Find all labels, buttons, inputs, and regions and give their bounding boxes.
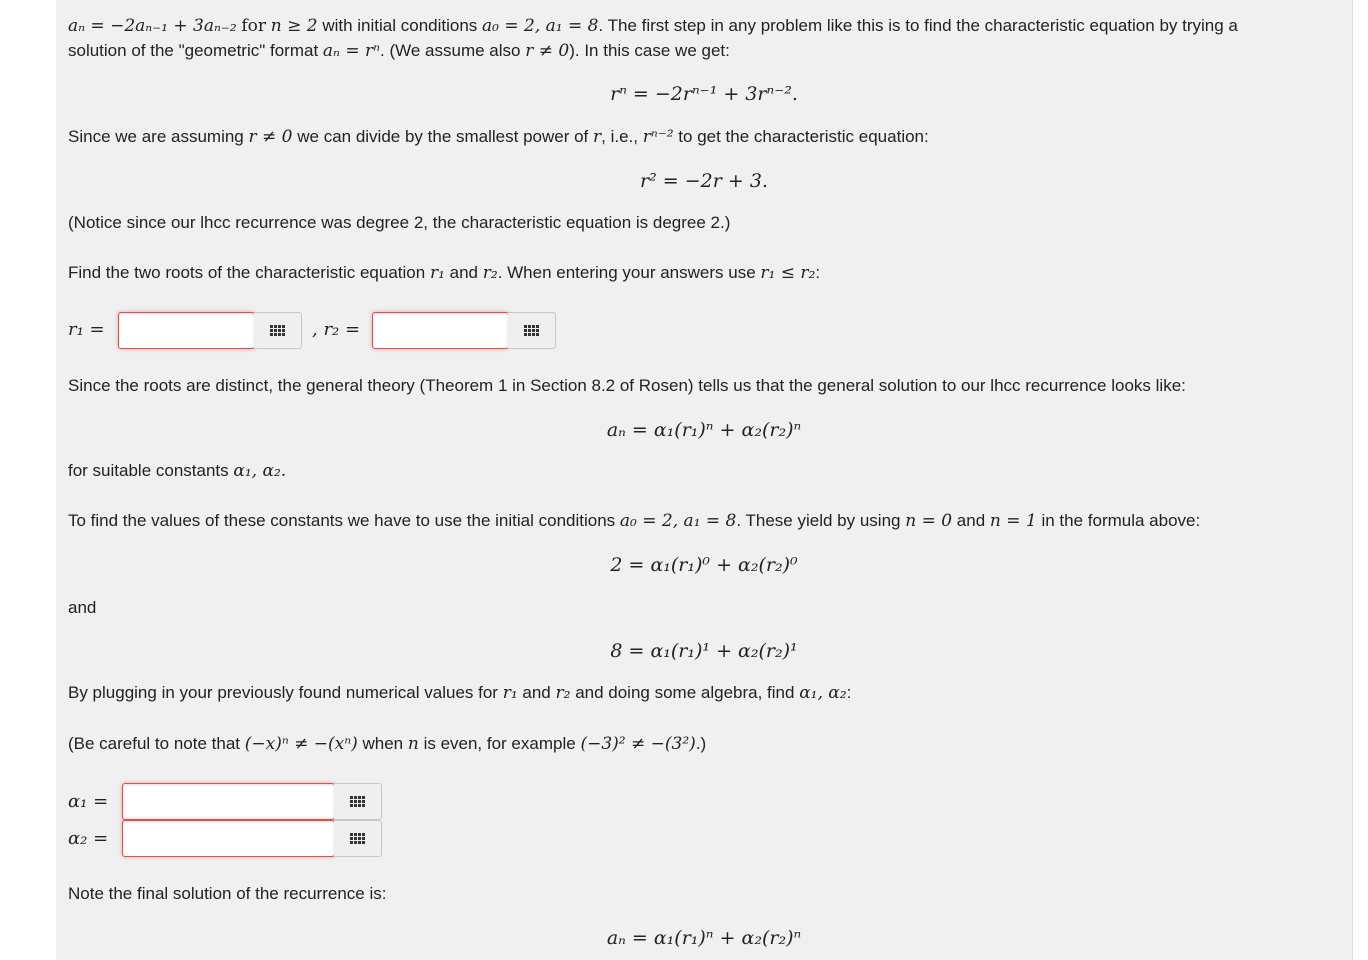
plugging-r1: r₁ xyxy=(502,683,518,703)
intro-line-1 xyxy=(68,15,1238,37)
alpha2-input[interactable] xyxy=(122,820,335,857)
n-condition: n ≥ 2 xyxy=(270,16,318,36)
constants-alphas: α₁, α₂. xyxy=(233,461,287,481)
divide-text-d: to get the characteristic equation: xyxy=(678,127,929,146)
intro-text-a: with initial conditions xyxy=(322,16,478,35)
plugging-alphas: α₁, α₂ xyxy=(799,683,847,703)
constants-text: for suitable constants xyxy=(68,461,229,480)
careful-text-b: when xyxy=(362,734,404,753)
find-roots-line xyxy=(68,262,820,284)
geometric-form: aₙ = rⁿ xyxy=(322,41,381,61)
divide-text-a: Since we are assuming xyxy=(68,127,244,146)
equation-palette-icon xyxy=(350,796,366,808)
n-one: n = 1 xyxy=(989,511,1037,531)
divide-text-b: we can divide by the smallest power of xyxy=(297,127,589,146)
r2-symbol: r₂ xyxy=(482,263,498,283)
plugging-text-b: and xyxy=(522,683,551,702)
find-constants-text-c: and xyxy=(956,511,986,530)
find-constants-text-b: . These yield by using xyxy=(736,511,901,530)
plugging-r2: r₂ xyxy=(555,683,571,703)
equation-n1-text: 8 = α₁(r₁)¹ + α₂(r₂)¹ xyxy=(610,640,798,662)
final-solution-text: aₙ = α₁(r₁)ⁿ + α₂(r₂)ⁿ xyxy=(606,927,802,949)
equation-substituted-text: rⁿ = −2rⁿ⁻¹ + 3rⁿ⁻². xyxy=(610,83,798,105)
equation-n0 xyxy=(56,553,1352,577)
careful-text-d: .) xyxy=(695,734,707,753)
divide-assume: r ≠ 0 xyxy=(248,127,293,147)
equation-n1 xyxy=(56,639,1352,663)
alpha1-input[interactable] xyxy=(122,783,335,820)
careful-expr1: (−x)ⁿ ≠ −(xⁿ) xyxy=(244,734,358,754)
notice-line: (Notice since our lhcc recurrence was degree 2, the characteristic equation is degree 2.) xyxy=(68,213,731,232)
find-roots-text-a: Find the two roots of the characteristic equation xyxy=(68,263,426,282)
divide-var: r xyxy=(593,127,602,147)
r2-label: , r₂ = xyxy=(312,319,361,340)
find-roots-text-b: and xyxy=(449,263,478,282)
plugging-text-c: and doing some algebra, find xyxy=(575,683,795,702)
find-constants-text-d: in the formula above: xyxy=(1041,511,1201,530)
initial-conditions: a₀ = 2, a₁ = 8 xyxy=(482,16,599,36)
careful-text-c: is even, for example xyxy=(423,734,576,753)
for-word: for xyxy=(241,16,267,36)
divide-line xyxy=(68,126,929,148)
careful-line xyxy=(68,733,706,755)
r1-palette-button[interactable] xyxy=(254,312,302,349)
recurrence-formula: aₙ = −2aₙ₋₁ + 3aₙ₋₂ xyxy=(68,16,237,36)
divide-text-c: , i.e., xyxy=(601,127,639,146)
and-word: and xyxy=(68,598,97,617)
r2-palette-button[interactable] xyxy=(508,312,556,349)
plugging-line xyxy=(68,682,851,704)
find-constants-init: a₀ = 2, a₁ = 8 xyxy=(619,511,737,531)
alpha1-palette-button[interactable] xyxy=(334,783,382,820)
intro-text-d: . (We assume also xyxy=(380,41,521,60)
find-roots-text-d: : xyxy=(815,263,821,282)
intro-line-2 xyxy=(68,40,730,62)
r1-input[interactable] xyxy=(118,312,255,349)
divide-power: rⁿ⁻² xyxy=(642,127,674,147)
plugging-text-d: : xyxy=(846,683,852,702)
r1-label: r₁ = xyxy=(68,319,105,340)
final-solution-equation xyxy=(56,926,1352,950)
nonzero-assumption: r ≠ 0 xyxy=(525,41,570,61)
equation-palette-icon xyxy=(350,833,366,845)
general-solution-equation xyxy=(56,418,1352,442)
intro-text-b: . The first step in any problem like this is to find the characteristic equation by trying a xyxy=(598,16,1238,35)
equation-substituted xyxy=(56,82,1352,106)
panel-edge xyxy=(1330,0,1352,960)
alpha2-label: α₂ = xyxy=(68,828,109,849)
find-roots-text-c: . When entering your answers use xyxy=(497,263,756,282)
careful-n: n xyxy=(407,734,419,754)
find-constants-line xyxy=(68,510,1200,532)
root-order: r₁ ≤ r₂ xyxy=(760,263,816,283)
general-theory-line: Since the roots are distinct, the general theory (Theorem 1 in Section 8.2 of Rosen) tells us that the general solution to our lhcc recurrence looks like: xyxy=(68,376,1186,395)
alpha1-label: α₁ = xyxy=(68,791,109,812)
careful-expr2: (−3)² ≠ −(3²) xyxy=(580,734,696,754)
general-solution-text: aₙ = α₁(r₁)ⁿ + α₂(r₂)ⁿ xyxy=(606,419,802,441)
characteristic-equation xyxy=(56,169,1352,193)
final-note-line: Note the final solution of the recurrence is: xyxy=(68,884,387,903)
intro-text-e: ). In this case we get: xyxy=(569,41,730,60)
intro-text-c: solution of the "geometric" format xyxy=(68,41,319,60)
n-zero: n = 0 xyxy=(905,511,953,531)
careful-text-a: (Be careful to note that xyxy=(68,734,240,753)
r2-input[interactable] xyxy=(372,312,509,349)
r1-symbol: r₁ xyxy=(429,263,445,283)
plugging-text-a: By plugging in your previously found numerical values for xyxy=(68,683,498,702)
characteristic-equation-text: r² = −2r + 3. xyxy=(640,170,768,192)
equation-n0-text: 2 = α₁(r₁)⁰ + α₂(r₂)⁰ xyxy=(610,554,798,576)
equation-palette-icon xyxy=(524,325,540,337)
constants-line xyxy=(68,460,286,482)
equation-palette-icon xyxy=(270,325,286,337)
find-constants-text-a: To find the values of these constants we have to use the initial conditions xyxy=(68,511,616,530)
alpha2-palette-button[interactable] xyxy=(334,820,382,857)
